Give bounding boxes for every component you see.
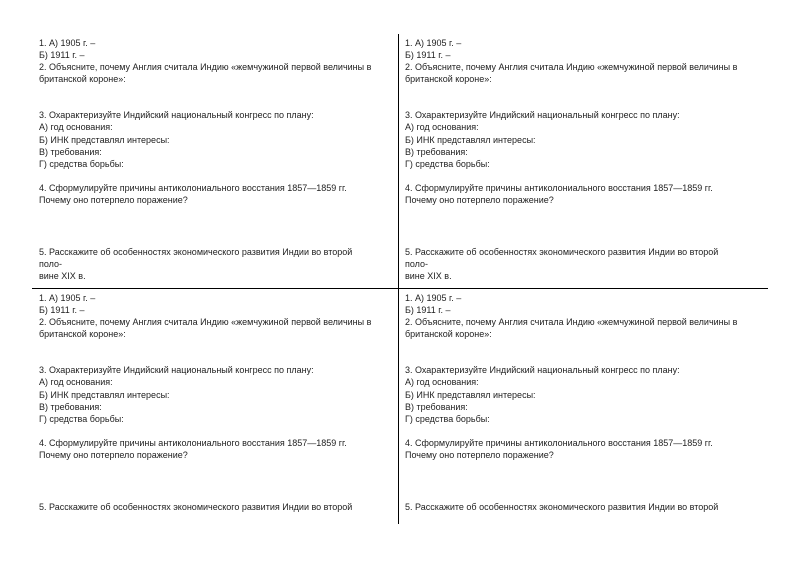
q2-line-1: 2. Объясните, почему Англия считала Индию «жемчужиной первой величины в [405, 317, 738, 328]
q3-title: 3. Охарактеризуйте Индийский национальный конгресс по плану: [405, 110, 680, 121]
q5-line-1: 5. Расскажите об особенностях экономического развития Индии во второй [39, 247, 353, 258]
q3-item-d: Г) средства борьбы: [405, 158, 490, 169]
q3-title: 3. Охарактеризуйте Индийский национальный конгресс по плану: [39, 110, 314, 121]
q4-line-2: Почему оно потерпело поражение? [405, 194, 554, 205]
q5-line-2: поло- [39, 259, 63, 270]
q5-line-3: вине XIX в. [39, 271, 86, 282]
q3-title: 3. Охарактеризуйте Индийский национальный конгресс по плану: [39, 365, 314, 376]
q3-title: 3. Охарактеризуйте Индийский национальный конгресс по плану: [405, 365, 680, 376]
q1-line-b: Б) 1911 г. – [39, 305, 85, 316]
card-bottom-left [39, 292, 397, 513]
q1-line-a: 1. А) 1905 г. – [405, 293, 462, 303]
q3-item-a: А) год основания: [39, 377, 113, 388]
q2-line-2: британской короне»: [39, 329, 126, 340]
q3-item-a: А) год основания: [405, 122, 479, 133]
q3-item-a: А) год основания: [39, 122, 113, 133]
q3-item-b: Б) ИНК представлял интересы: [39, 134, 170, 145]
q1-line-b: Б) 1911 г. – [405, 305, 451, 316]
q4-line-1: 4. Сформулируйте причины антиколониального восстания 1857—1859 гг. [39, 437, 347, 448]
q3-item-d: Г) средства борьбы: [39, 158, 124, 169]
q2-line-2: британской короне»: [405, 329, 492, 340]
q4-line-2: Почему оно потерпело поражение? [39, 449, 188, 460]
q2-line-1: 2. Объясните, почему Англия считала Индию «жемчужиной первой величины в [405, 62, 738, 73]
q5-line-1: 5. Расскажите об особенностях экономического развития Индии во второй [405, 502, 719, 513]
q3-item-c: В) требования: [405, 401, 468, 412]
q4-line-2: Почему оно потерпело поражение? [405, 449, 554, 460]
q2-line-2: британской короне»: [405, 74, 492, 85]
card-top-left [39, 37, 397, 282]
q2-line-1: 2. Объясните, почему Англия считала Индию «жемчужиной первой величины в [39, 62, 372, 73]
q5-line-1: 5. Расскажите об особенностях экономического развития Индии во второй [39, 502, 353, 513]
q3-item-c: В) требования: [405, 146, 468, 157]
q3-item-b: Б) ИНК представлял интересы: [39, 389, 170, 400]
q3-item-b: Б) ИНК представлял интересы: [405, 389, 536, 400]
horizontal-cut-line [32, 288, 768, 289]
card-bottom-right [405, 292, 763, 513]
q2-line-2: британской короне»: [39, 74, 126, 85]
q3-item-d: Г) средства борьбы: [405, 413, 490, 424]
q4-line-1: 4. Сформулируйте причины антиколониального восстания 1857—1859 гг. [405, 182, 713, 193]
q3-item-d: Г) средства борьбы: [39, 413, 124, 424]
q5-line-2: поло- [405, 259, 429, 270]
q2-line-1: 2. Объясните, почему Англия считала Индию «жемчужиной первой величины в [39, 317, 372, 328]
q3-item-c: В) требования: [39, 401, 102, 412]
q4-line-1: 4. Сформулируйте причины антиколониального восстания 1857—1859 гг. [405, 437, 713, 448]
q1-line-b: Б) 1911 г. – [405, 50, 451, 61]
q5-line-3: вине XIX в. [405, 271, 452, 282]
vertical-cut-line [398, 34, 399, 524]
q4-line-2: Почему оно потерпело поражение? [39, 194, 188, 205]
q1-line-a: 1. А) 1905 г. – [405, 38, 462, 48]
q3-item-b: Б) ИНК представлял интересы: [405, 134, 536, 145]
q1-line-a: 1. А) 1905 г. – [39, 38, 96, 48]
q5-line-1: 5. Расскажите об особенностях экономического развития Индии во второй [405, 247, 719, 258]
q1-line-b: Б) 1911 г. – [39, 50, 85, 61]
q3-item-c: В) требования: [39, 146, 102, 157]
card-top-right [405, 37, 763, 282]
q1-line-a: 1. А) 1905 г. – [39, 293, 96, 303]
q3-item-a: А) год основания: [405, 377, 479, 388]
q4-line-1: 4. Сформулируйте причины антиколониального восстания 1857—1859 гг. [39, 182, 347, 193]
